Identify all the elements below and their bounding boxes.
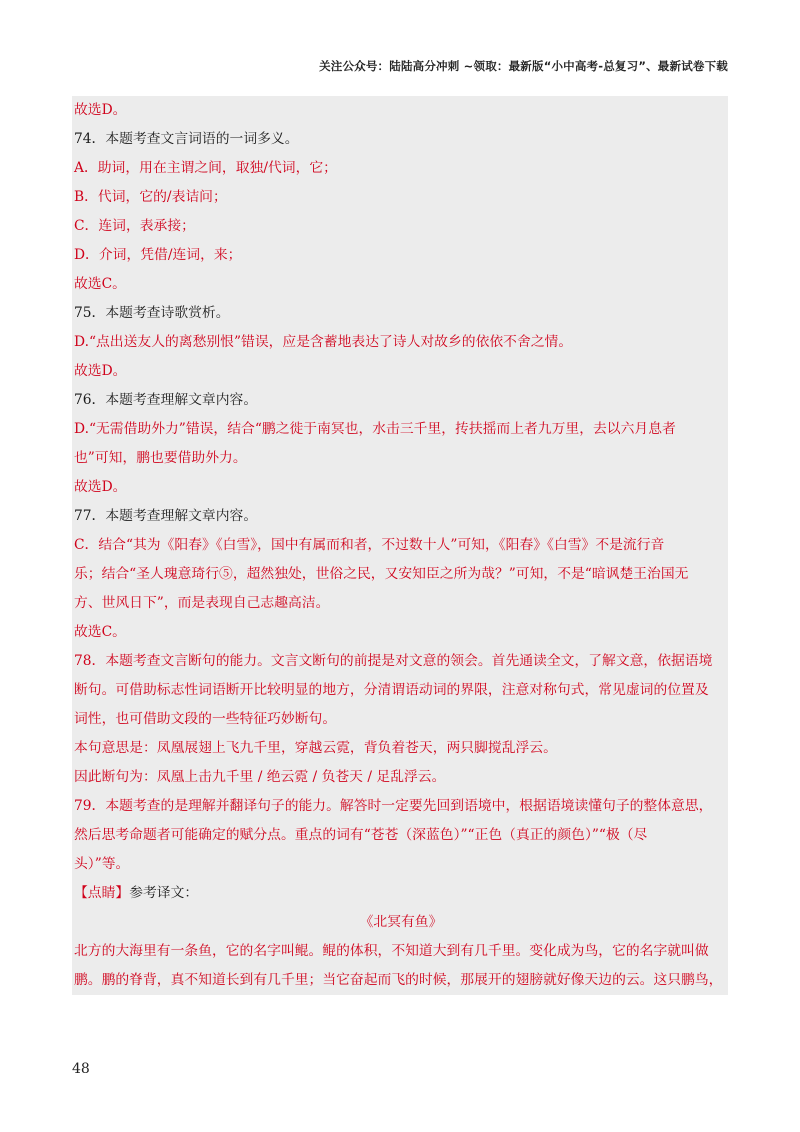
passage-title: 《北冥有鱼》 xyxy=(359,914,443,930)
answer-line: C．结合“其为《阳春》《白雪》，国中有属而和者，不过数十人”可知，《阳春》《白雪》不是流行音 xyxy=(74,537,665,553)
answer-line: D．介词，凭借/连词，来； xyxy=(74,247,242,263)
answer-line: 因此断句为：凤凰上击九千里 / 绝云霓 / 负苍天 / 足乱浮云。 xyxy=(74,769,446,785)
answer-line: 方、世风日下”，而是表现自己志趣高洁。 xyxy=(74,595,330,611)
answer-line: 故选D。 xyxy=(74,102,127,118)
answer-line: 79．本题考查的是理解并翻译句子的能力。解答时一定要先回到语境中，根据语境读懂句子的整体意思， xyxy=(74,798,713,814)
answer-line: 76．本题考查理解文章内容。 xyxy=(74,392,258,408)
page-number: 48 xyxy=(72,1061,90,1077)
dianjing-label: 【点睛】 xyxy=(74,885,130,901)
answer-lines xyxy=(72,96,728,879)
answer-line: 故选D。 xyxy=(74,479,127,495)
answer-line: 故选C。 xyxy=(74,276,126,292)
answer-line: 78．本题考查文言断句的能力。文言文断句的前提是对文意的领会。首先通读全文，了解文意，依据语境 xyxy=(74,653,713,669)
answer-line: 故选D。 xyxy=(74,363,127,379)
passage-line: 鹏。鹏的脊背，真不知道长到有几千里；当它奋起而飞的时候，那展开的翅膀就好像天边的云。这只鹏鸟， xyxy=(74,972,723,988)
answer-line: 故选C。 xyxy=(74,624,126,640)
answer-line: 然后思考命题者可能确定的赋分点。重点的词有“苍苍（深蓝色）”“正色（真正的颜色）”“极（尽 xyxy=(74,827,648,843)
answer-line: 74．本题考查文言词语的一词多义。 xyxy=(74,131,299,147)
answer-line: D.“点出送友人的离愁别恨”错误，应是含蓄地表达了诗人对故乡的依依不舍之情。 xyxy=(74,334,573,350)
passage-translation xyxy=(72,937,728,995)
answer-line: D.“无需借助外力”错误，结合“鹏之徙于南冥也，水击三千里，抟扶摇而上者九万里，去以六月息者 xyxy=(74,421,676,437)
passage-line: 北方的大海里有一条鱼，它的名字叫鲲。鲲的体积，不知道大到有几千里。变化成为鸟，它的名字就叫做 xyxy=(74,943,709,959)
dianjing-line xyxy=(72,879,728,908)
answer-line: A．助词，用在主谓之间，取独/代词，它； xyxy=(74,160,337,176)
answer-line: 乐；结合“圣人瑰意琦行⑤，超然独处，世俗之民，又安知臣之所为哉？”可知，不是“暗讽楚王治国无 xyxy=(74,566,689,582)
answer-line: 本句意思是：凤凰展翅上飞九千里，穿越云霓，背负着苍天，两只脚搅乱浮云。 xyxy=(74,740,557,756)
answer-line: 词性，也可借助文段的一些特征巧妙断句。 xyxy=(74,711,337,727)
answer-line: 也”可知，鹏也要借助外力。 xyxy=(74,450,247,466)
answer-content xyxy=(72,96,728,995)
answer-line: 77．本题考查理解文章内容。 xyxy=(74,508,258,524)
answer-line: B．代词，它的/表诘问； xyxy=(74,189,227,205)
answer-line: 断句。可借助标志性词语断开比较明显的地方，分清谓语动词的界限，注意对称句式，常见虚词的位置及 xyxy=(74,682,709,698)
answer-line: C．连词，表承接； xyxy=(74,218,195,234)
answer-line: 头）”等。 xyxy=(74,856,130,872)
dianjing-text: 参考译文： xyxy=(129,885,199,901)
page-header: 关注公众号：陆陆高分冲刺 ~领取：最新版“小中高考-总复习”、最新试卷下载 xyxy=(319,59,728,73)
answer-line: 75．本题考查诗歌赏析。 xyxy=(74,305,230,321)
